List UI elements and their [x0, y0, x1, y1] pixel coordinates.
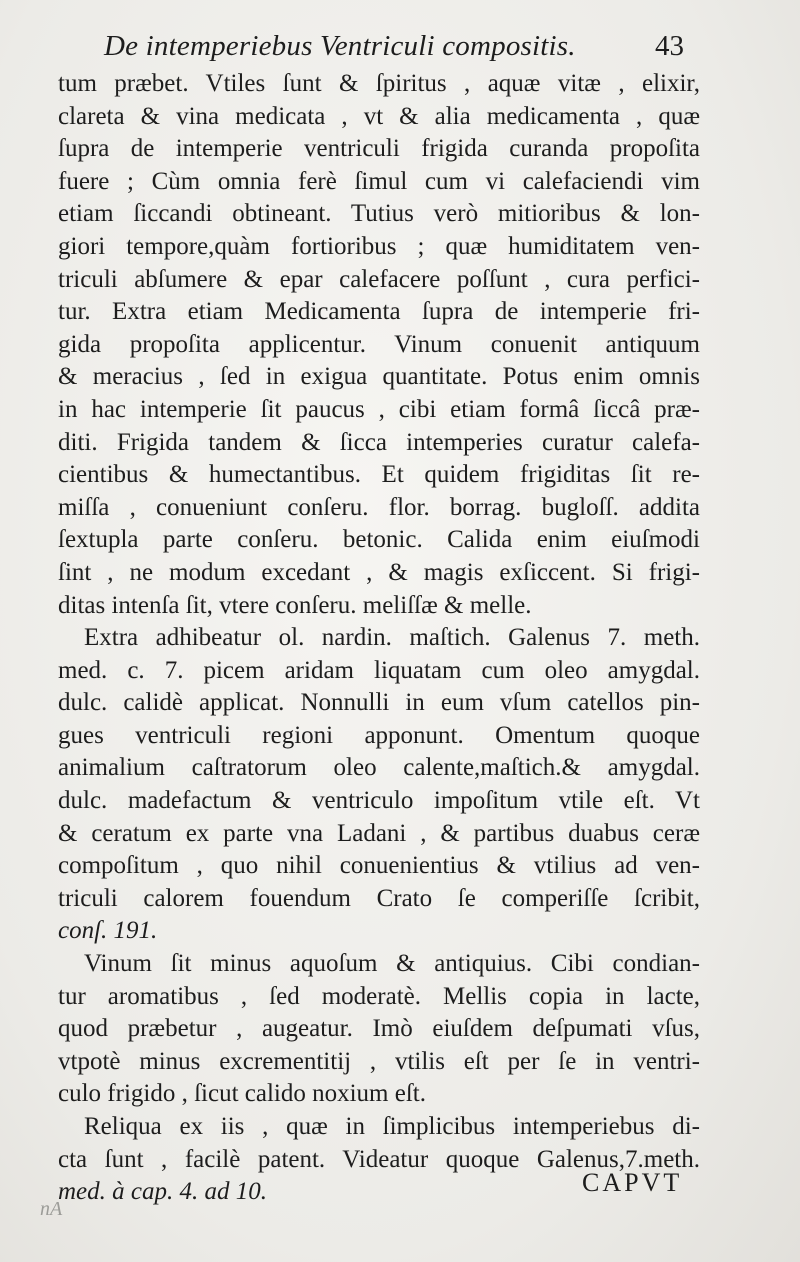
text-line: Extra adhibeatur ol. nardin. maſtich. Galenus 7. meth. [84, 624, 700, 652]
text-line: miſſa , conueniunt conſeru. flor. borrag. bugloſſ. addita [58, 493, 700, 521]
text-line: tum præbet. Vtiles ſunt & ſpiritus , aquæ vitæ , elixir, [58, 70, 700, 97]
text-line: Reliqua ex iis , quæ in ſimplicibus intemperiebus di- [84, 1113, 700, 1140]
text-line: animalium caſtratorum oleo calente,maſtich.& amygdal. [58, 754, 700, 782]
text-line: & ceratum ex parte vna Ladani , & partibus duabus ceræ [58, 819, 700, 847]
text-line: med. c. 7. picem aridam liquatam cum oleo amygdal. [58, 656, 700, 684]
text-line: in hac intemperie ſit paucus , cibi etiam formâ ſiccâ præ- [58, 395, 700, 423]
text-line: cientibus & humectantibus. Et quidem frigiditas ſit re- [58, 461, 700, 489]
text-line: giori tempore,quàm fortioribus ; quæ humiditatem ven- [58, 232, 700, 260]
text-line: triculi abſumere & epar calefacere poſſunt , cura perfici- [58, 265, 700, 293]
text-line: diti. Frigida tandem & ſicca intemperies curatur calefa- [58, 428, 700, 456]
text-line: & meracius , ſed in exigua quantitate. Potus enim omnis [58, 363, 700, 391]
text-line: fuere ; Cùm omnia ferè ſimul cum vi calefaciendi vim [58, 167, 700, 195]
text-line: compoſitum , quo nihil conuenientius & vtilius ad ven- [58, 852, 700, 880]
text-line: dulc. calidè applicat. Nonnulli in eum vſum catellos pin- [58, 689, 700, 717]
text-line: med. à cap. 4. ad 10. [58, 1178, 267, 1206]
text-line: gida propoſita applicentur. Vinum conuenit antiquum [58, 330, 700, 358]
text-line: tur. Extra etiam Medicamenta ſupra de intemperie fri- [58, 298, 700, 326]
folio-mark: nA [40, 1198, 63, 1220]
text-line: ſextupla parte conſeru. betonic. Calida enim eiuſmodi [58, 526, 700, 554]
page-header [104, 26, 684, 70]
catchword: CAPVT [582, 1168, 683, 1197]
text-line: conſ. 191. [58, 917, 158, 945]
text-line: culo frigido , ſicut calido noxium eſt. [58, 1080, 426, 1108]
running-title: De intemperiebus Ventriculi compositis. [104, 30, 576, 62]
text-line: ſint , ne modum excedant , & magis exſiccent. Si frigi- [58, 558, 700, 586]
text-line: ditas intenſa ſit, vtere conſeru. meliſſæ & melle. [58, 591, 532, 619]
text-line: gues ventriculi regioni apponunt. Omentum quoque [58, 721, 700, 749]
text-line: vtpotè minus excrementitij , vtilis eſt per ſe in ventri- [58, 1047, 700, 1075]
text-line: ſupra de intemperie ventriculi frigida curanda propoſita [58, 135, 700, 163]
page-number: 43 [655, 30, 684, 62]
text-line: tur aromatibus , ſed moderatè. Mellis copia in lacte, [58, 982, 700, 1010]
text-line: triculi calorem fouendum Crato ſe comperiſſe ſcribit, [58, 884, 700, 912]
text-line: etiam ſiccandi obtineant. Tutius verò mitioribus & lon- [58, 200, 700, 228]
body-text [58, 68, 700, 1209]
text-line: clareta & vina medicata , vt & alia medicamenta , quæ [58, 102, 700, 130]
text-line: Vinum ſit minus aquoſum & antiquius. Cibi condian- [84, 950, 700, 978]
text-line: dulc. madefactum & ventriculo impoſitum vtile eſt. Vt [58, 787, 700, 815]
text-line: quod præbetur , augeatur. Imò eiuſdem deſpumati vſus, [58, 1015, 700, 1043]
text-line: cta ſunt , facilè patent. Videatur quoque Galenus,7.meth. [58, 1145, 700, 1173]
